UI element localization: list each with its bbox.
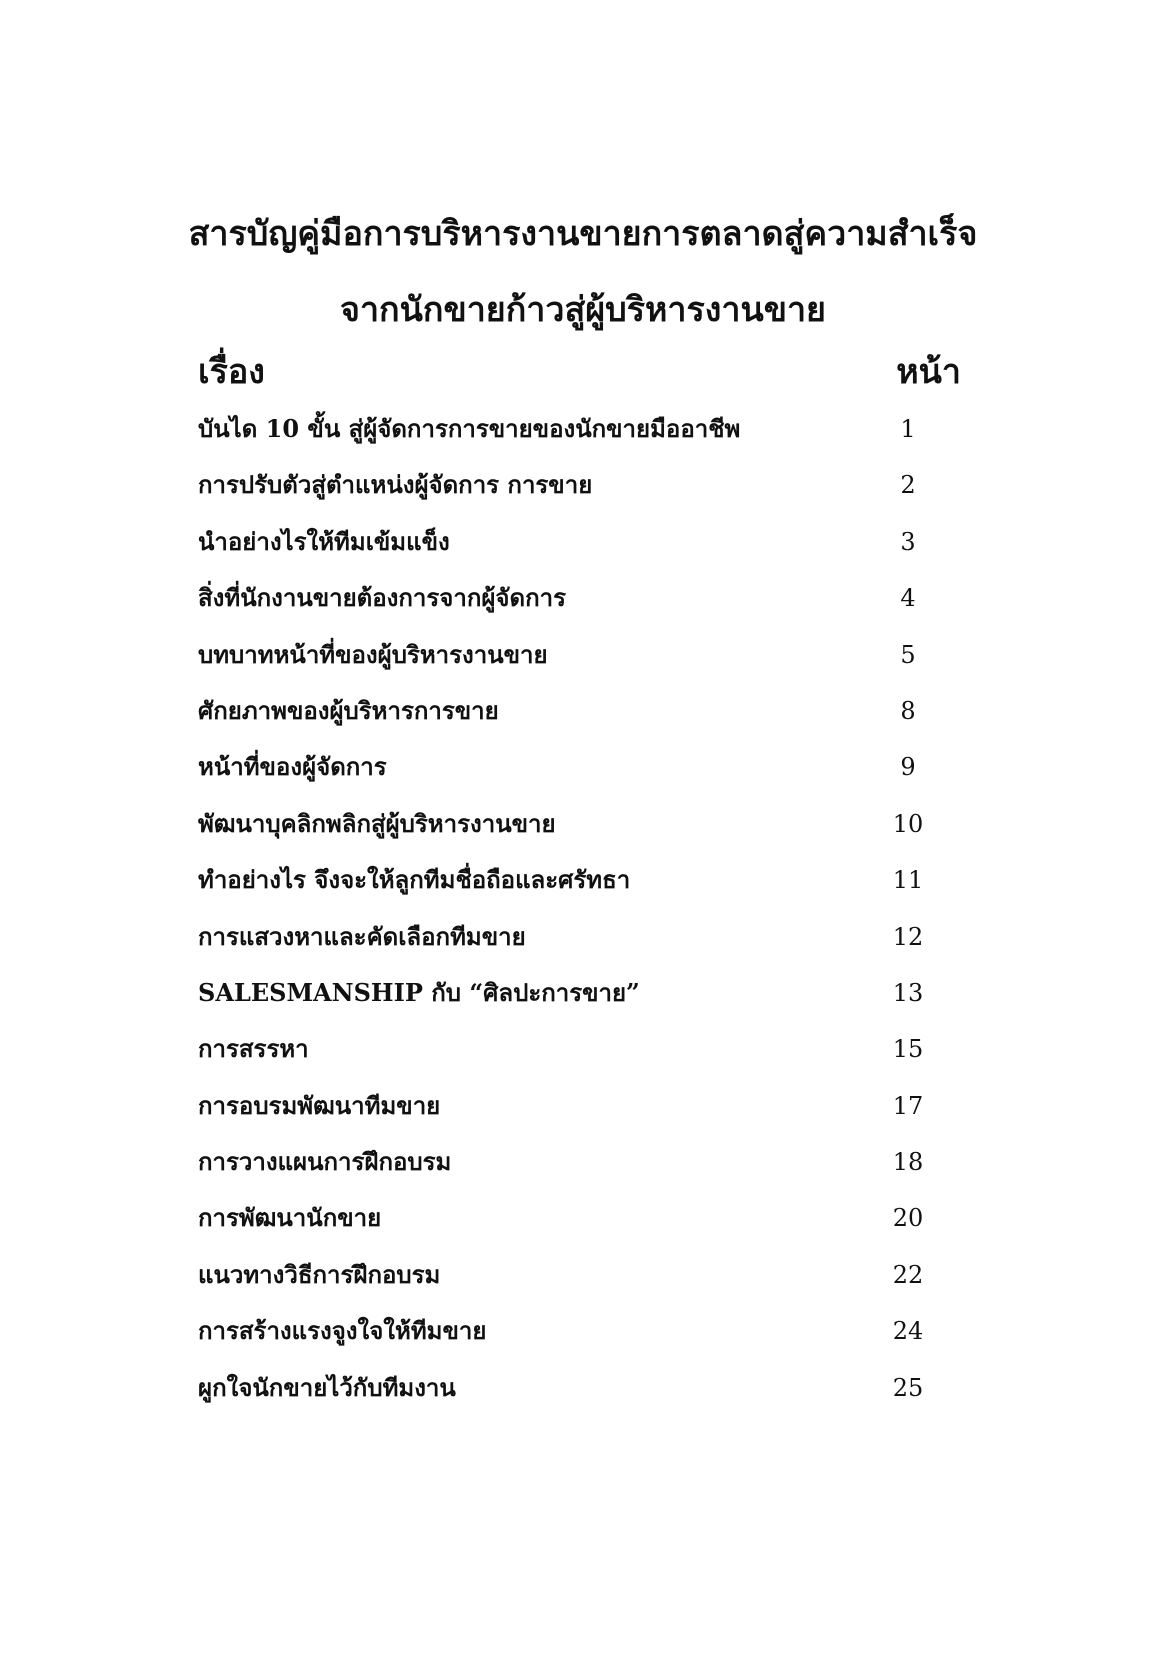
document-title-line-2: จากนักขายก้าวสู่ผู้บริหารงานขาย: [340, 290, 826, 330]
toc-entry-page: 17: [892, 1091, 924, 1120]
toc-entry: [198, 468, 948, 524]
toc-entry: [198, 1145, 948, 1201]
toc-entry: [198, 694, 948, 750]
toc-entry-page: 8: [900, 696, 916, 725]
toc-entry-title: การแสวงหาและคัดเลือกทีมขาย: [198, 921, 526, 951]
toc-entry-title: การวางแผนการฝึกอบรม: [198, 1147, 452, 1177]
toc-entry-title: ผูกใจนักขายไว้กับทีมงาน: [198, 1372, 456, 1402]
toc-entry-page: 10: [892, 809, 924, 838]
toc-entry: [198, 1089, 948, 1145]
toc-entry-title: การอบรมพัฒนาทีมขาย: [198, 1090, 441, 1120]
column-header-page: หน้า: [896, 352, 961, 392]
toc-entry-page: 5: [900, 640, 916, 669]
toc-entry-page: 18: [892, 1148, 924, 1177]
column-header-topic: เรื่อง: [198, 352, 265, 392]
toc-entry: [198, 1371, 948, 1427]
toc-entry-title: การพัฒนานักขาย: [198, 1203, 382, 1233]
toc-entry: [198, 1032, 948, 1088]
toc-entry-page: 1: [900, 415, 916, 443]
toc-entry-title: สิ่งที่นักงานขายต้องการจากผู้จัดการ: [198, 583, 566, 613]
toc-entry-page: 11: [892, 866, 924, 895]
toc-entry-title: การปรับตัวสู่ตำแหน่งผู้จัดการ การขาย: [198, 470, 593, 500]
toc-entry: [198, 525, 948, 581]
toc-entry-title: พัฒนาบุคลิกพลิกสู่ผู้บริหารงานขาย: [198, 808, 556, 838]
toc-entry-title: นำอย่างไรให้ทีมเข้มแข็ง: [198, 526, 450, 556]
toc-entry-page: 4: [900, 584, 916, 613]
toc-entry: [198, 863, 948, 919]
toc-entry-page: 25: [892, 1373, 924, 1402]
toc-entry-page: 22: [892, 1260, 924, 1289]
toc-entry: [198, 976, 948, 1032]
toc-entry: [198, 807, 948, 863]
toc-entry-page: 13: [892, 978, 924, 1007]
toc-entry-title: ทำอย่างไร จึงจะให้ลูกทีมชื่อถือและศรัทธา: [198, 865, 631, 895]
toc-entry: [198, 750, 948, 806]
toc-entry-title: การสร้างแรงจูงใจให้ทีมขาย: [198, 1316, 487, 1346]
toc-entry: [198, 412, 948, 468]
toc-entry: [198, 581, 948, 637]
toc-entry: [198, 1258, 948, 1314]
toc-entry-title: SALESMANSHIP กับ “ศิลปะการขาย”: [198, 977, 640, 1007]
toc-entry: [198, 1314, 948, 1370]
toc-entry-page: 24: [892, 1317, 924, 1346]
table-of-contents: [198, 412, 948, 1427]
toc-entry: [198, 920, 948, 976]
toc-entry-page: 20: [892, 1204, 924, 1233]
toc-entry-page: 3: [900, 527, 916, 556]
toc-entry-page: 9: [900, 753, 916, 782]
toc-entry-title: บันได 10 ขั้น สู่ผู้จัดการการขายของนักขายมืออาชีพ: [198, 414, 741, 443]
toc-entry-title: หน้าที่ของผู้จัดการ: [198, 752, 387, 782]
toc-entry-title: บทบาทหน้าที่ของผู้บริหารงานขาย: [198, 639, 548, 669]
toc-entry: [198, 638, 948, 694]
toc-entry-page: 2: [900, 471, 916, 500]
toc-entry-title: แนวทางวิธีการฝึกอบรม: [198, 1259, 441, 1289]
toc-entry-title: การสรรหา: [198, 1034, 309, 1064]
toc-entry: [198, 1201, 948, 1257]
toc-entry-page: 12: [892, 922, 924, 951]
toc-entry-title: ศักยภาพของผู้บริหารการขาย: [198, 695, 499, 725]
toc-entry-page: 15: [892, 1035, 924, 1064]
document-title-line-1: สารบัญคู่มือการบริหารงานขายการตลาดสู่ความสำเร็จ: [188, 214, 978, 254]
